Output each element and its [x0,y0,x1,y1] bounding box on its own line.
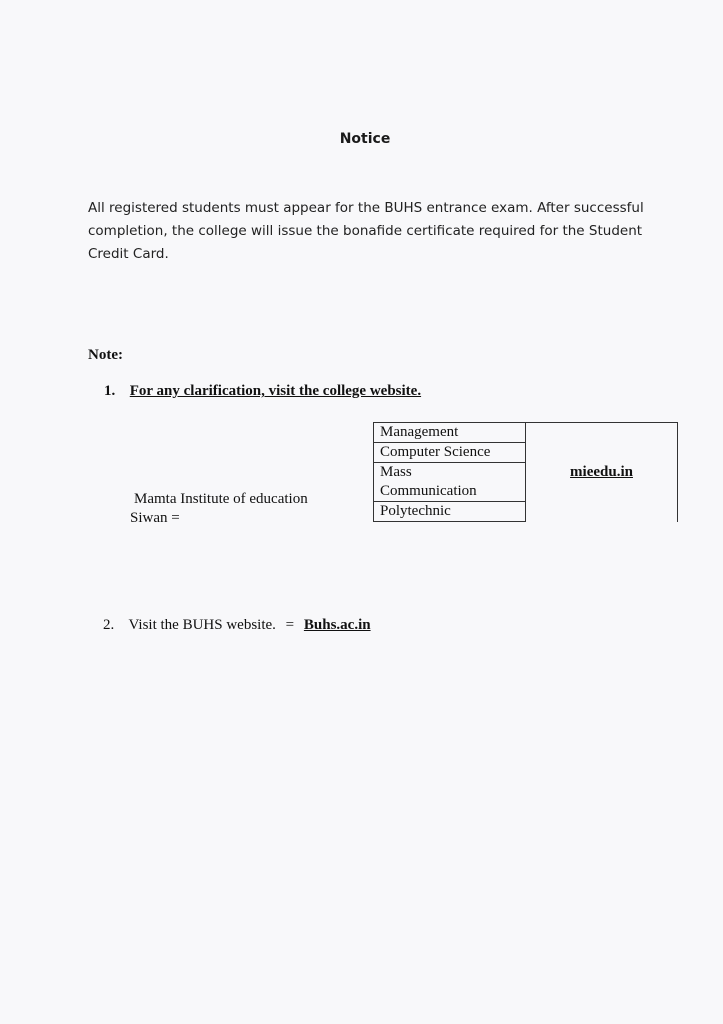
notice-body-line: All registered students must appear for the BUHS entrance exam. After successful [88,200,644,216]
course-cell: Polytechnic [374,502,526,522]
notice-title: Notice [339,131,391,147]
note-item-2 [103,617,371,634]
note-item-2-text: Visit the BUHS website. [128,617,276,633]
note-item-2-equals: = [285,617,295,633]
course-cell-line: Communication [380,483,477,499]
course-cell: Management [374,423,526,443]
notice-body-line: Credit Card. [88,246,169,262]
college-website-link[interactable]: mieedu.in [526,423,678,522]
course-table [373,422,678,522]
note-label: Note: [88,347,123,363]
institute-name-line2: Siwan = [130,510,180,526]
institute-name [130,490,308,528]
institute-name-line1: Mamta Institute of education [134,491,308,507]
notice-body-line: completion, the college will issue the bonafide certificate required for the Student [88,223,643,239]
note-item-1 [104,383,421,400]
note-item-2-number: 2. [103,617,115,633]
course-cell: Computer Science [374,443,526,463]
note-item-1-text: For any clarification, visit the college website. [129,383,422,399]
course-cell-line: Mass [380,464,412,480]
buhs-website-link[interactable]: Buhs.ac.in [303,617,371,633]
notice-body [88,197,663,266]
note-item-1-number: 1. [104,383,116,399]
course-cell-multiline [374,463,526,502]
